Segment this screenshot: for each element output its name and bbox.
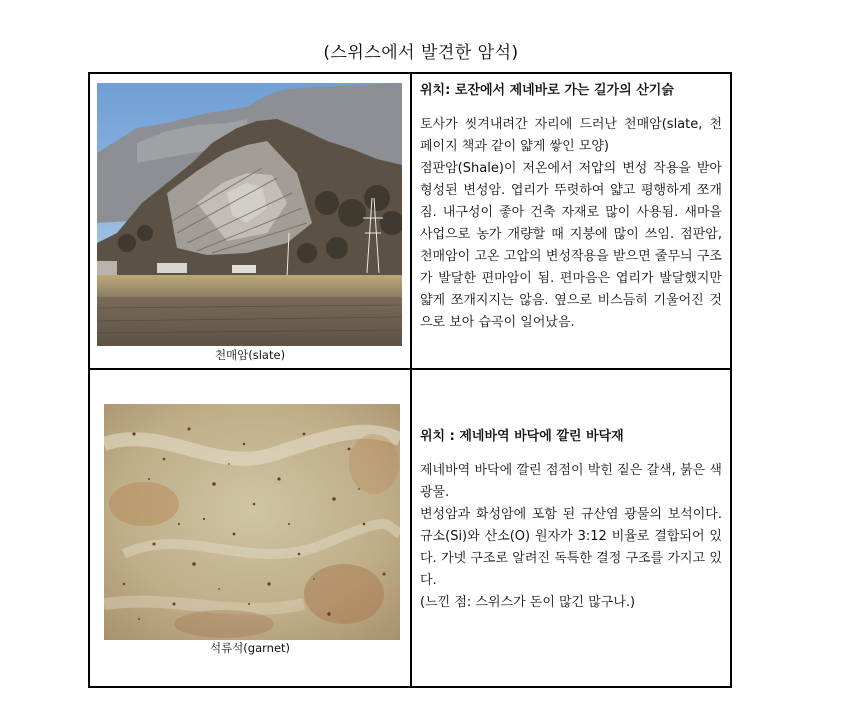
garnet-paragraph-1: 제네바역 바닥에 깔린 점점이 박힌 짙은 갈색, 붉은 색 광물. [420, 463, 722, 500]
garnet-paragraph-2: 변성암과 화성암에 포함 된 규산염 광물의 보석이다. 규소(Si)와 산소(O) 원자가 3:12 비율로 결합되어 있다. 가넷 구조로 알려진 독특한 결정 구조를 가지고 있다. [420, 507, 722, 588]
slate-description [420, 80, 722, 334]
text-cell-slate [411, 73, 731, 369]
slate-photo [97, 83, 402, 346]
document-title: (스위스에서 발견한 암석) [323, 43, 519, 63]
garnet-location: 위치 : 제네바역 바닥에 깔린 바닥재 [420, 429, 624, 444]
rock-table [88, 72, 732, 688]
slate-paragraph-1: 토사가 씻겨내려간 자리에 드러난 천매암(slate, 천 페이지 책과 같이 얇게 쌓인 모양) [420, 117, 722, 154]
slate-location: 위치: 로잔에서 제네바로 가는 길가의 산기슭 [420, 83, 674, 98]
table-row [89, 73, 731, 369]
slate-caption: 천매암(slate) [214, 348, 286, 362]
garnet-caption: 석류석(garnet) [209, 641, 291, 655]
photo-cell-garnet [89, 369, 411, 687]
table-row [89, 369, 731, 687]
garnet-photo [104, 404, 400, 640]
garnet-paragraph-3: (느낀 점: 스위스가 돈이 많긴 많구나.) [420, 595, 636, 610]
photo-cell-slate [89, 73, 411, 369]
garnet-description [420, 426, 722, 614]
slate-paragraph-2: 점판암(Shale)이 저온에서 저압의 변성 작용을 받아 형성된 변성암. 엽리가 뚜렷하여 얇고 평행하게 쪼개짐. 내구성이 좋아 건축 자재로 많이 사용됨. 새마을 사업으로 농가 개량할 때 지붕에 많이 쓰임. 점판암, 천매암이 고온 고압의 변성작용을 받으면 줄무늬 구조가 발달한 편마암이 됨. 편마음은 엽리가 발달했지만 얇게 쪼개지지는 않음. 옆으로 비스듬히 기울어진 것으로 보아 습곡이 일어났음. [420, 161, 722, 330]
text-cell-garnet [411, 369, 731, 687]
